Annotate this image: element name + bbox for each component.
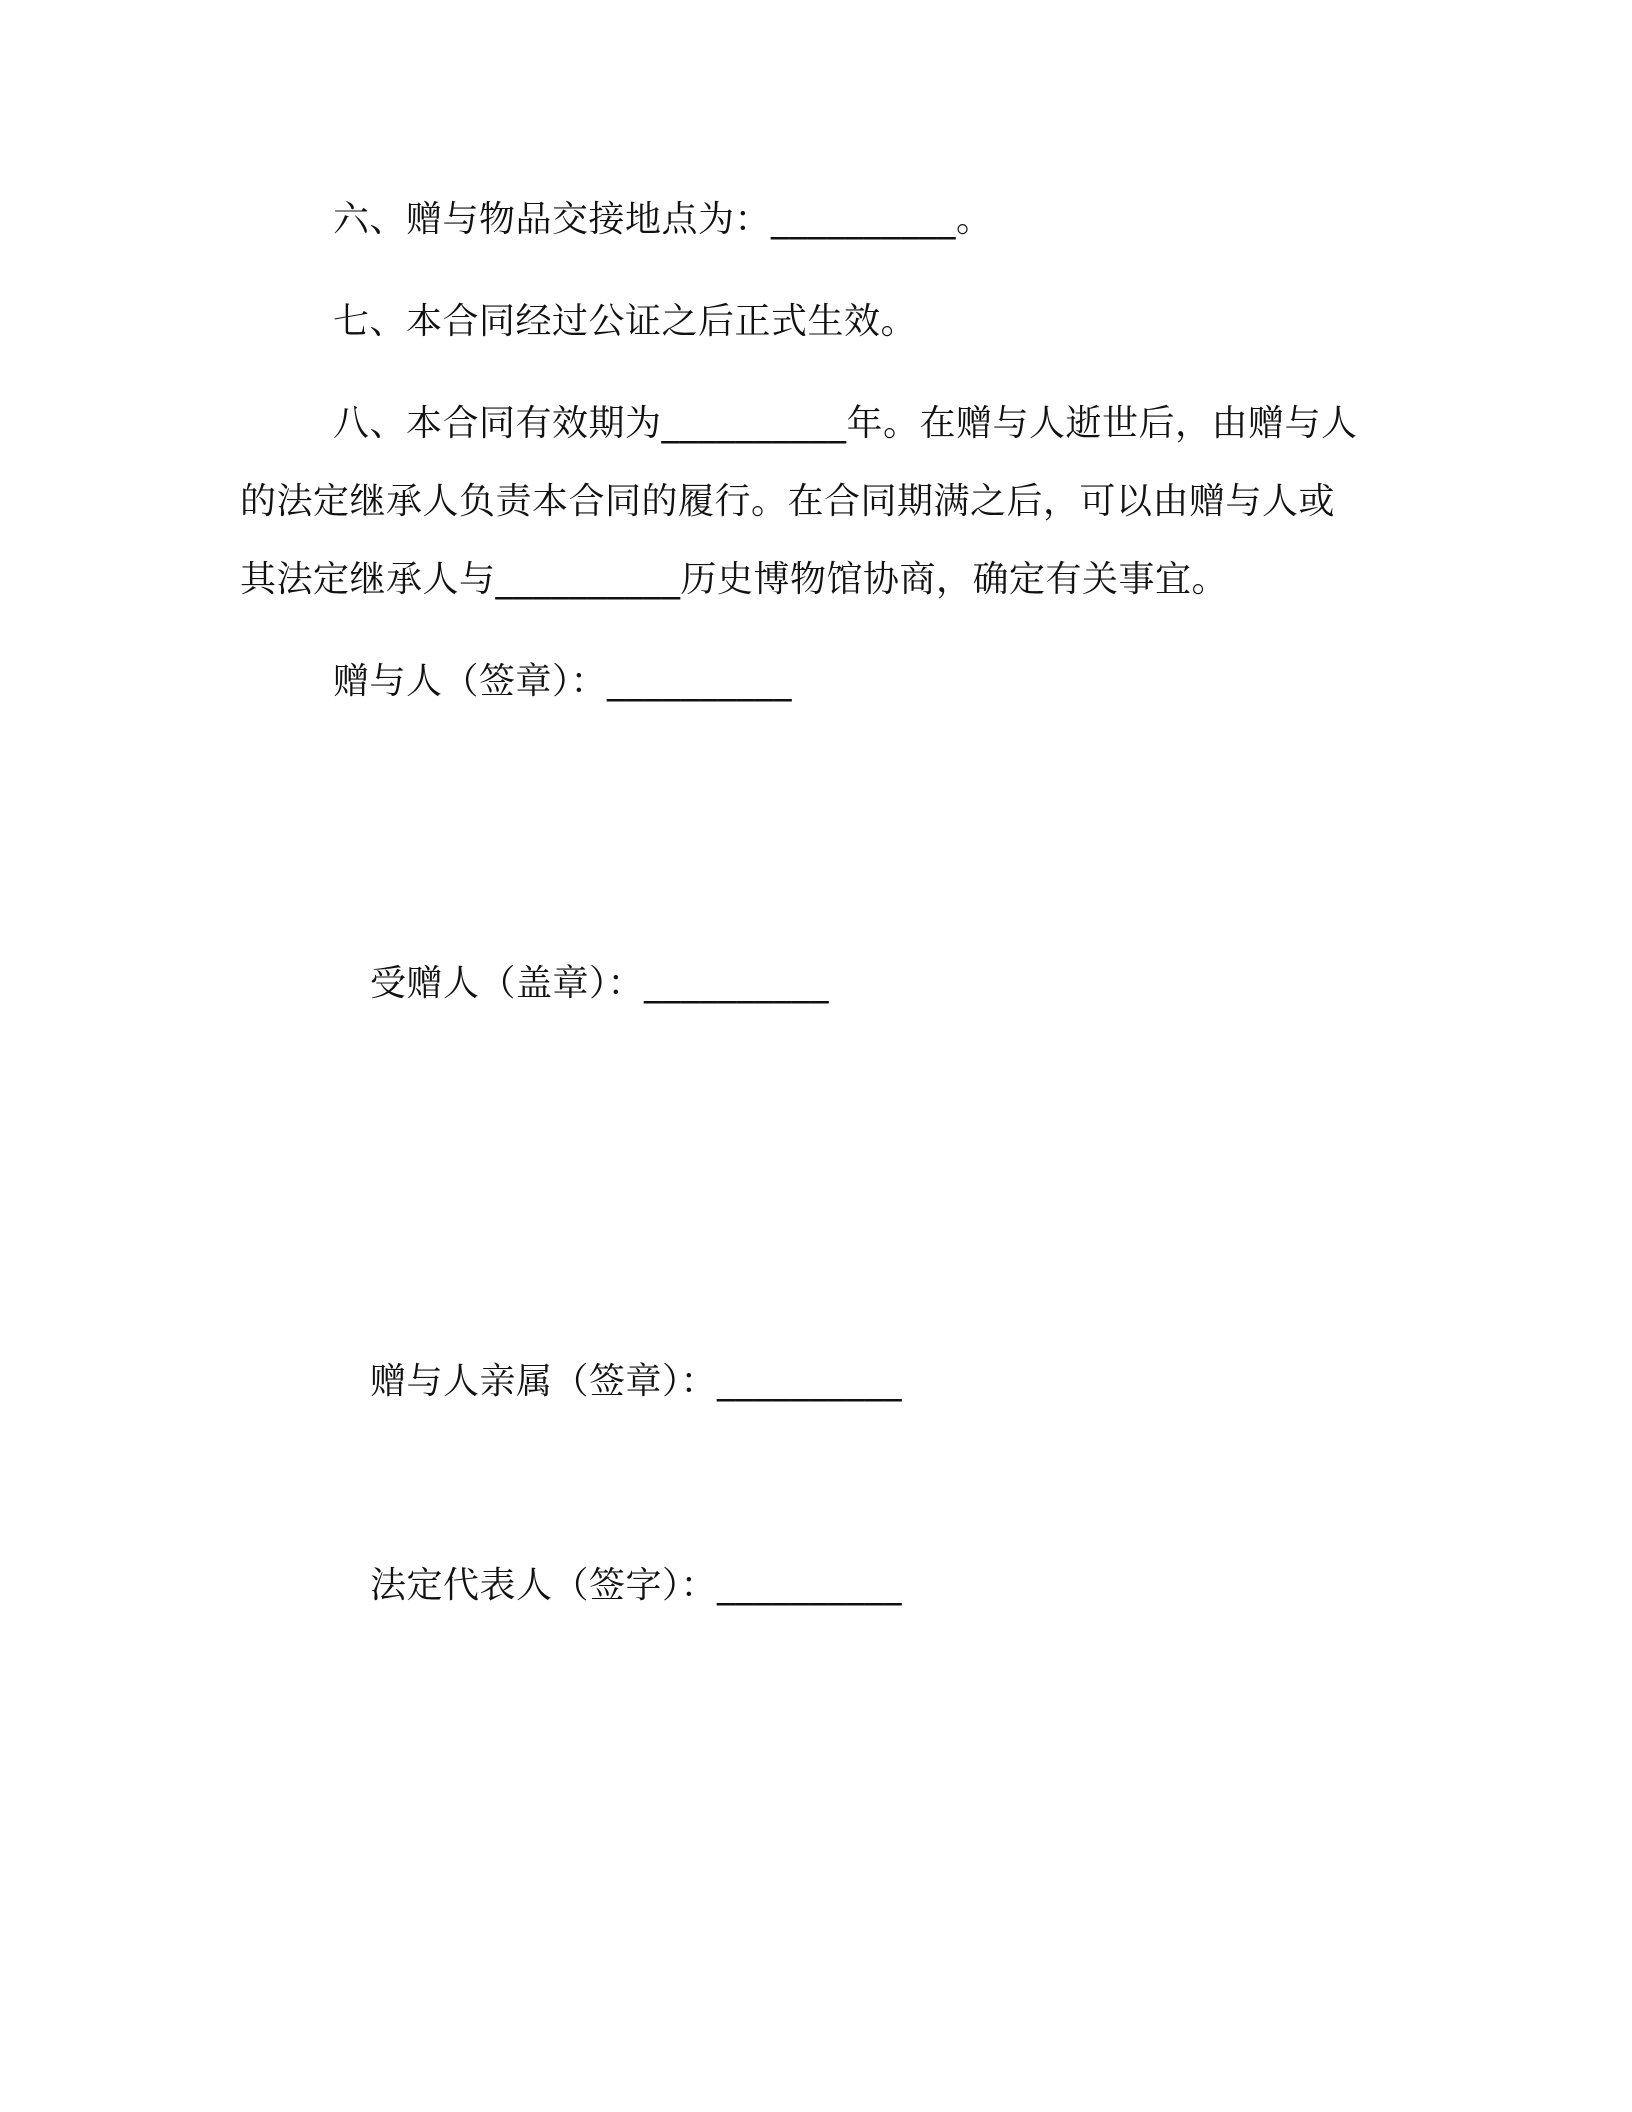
clause-seven: 七、本合同经过公证之后正式生效。 (333, 301, 918, 342)
clause-eight-line-3: 其法定继承人与__________历史博物馆协商，确定有关事宜。 (240, 559, 1229, 600)
clause-six: 六、赠与物品交接地点为：__________。 (333, 199, 993, 240)
donor-signature-line: 赠与人（签章）：__________ (333, 661, 793, 702)
clause-eight-line-2: 的法定继承人负责本合同的履行。在合同期满之后，可以由赠与人或 (240, 481, 1336, 522)
donor-relative-signature-line: 赠与人亲属（签章）：__________ (370, 1361, 903, 1402)
recipient-seal-line: 受赠人（盖章）：__________ (370, 963, 830, 1004)
legal-representative-signature-line: 法定代表人（签字）：__________ (370, 1565, 903, 1606)
clause-eight-line-1: 八、本合同有效期为__________年。在赠与人逝世后，由赠与人 (333, 403, 1358, 444)
